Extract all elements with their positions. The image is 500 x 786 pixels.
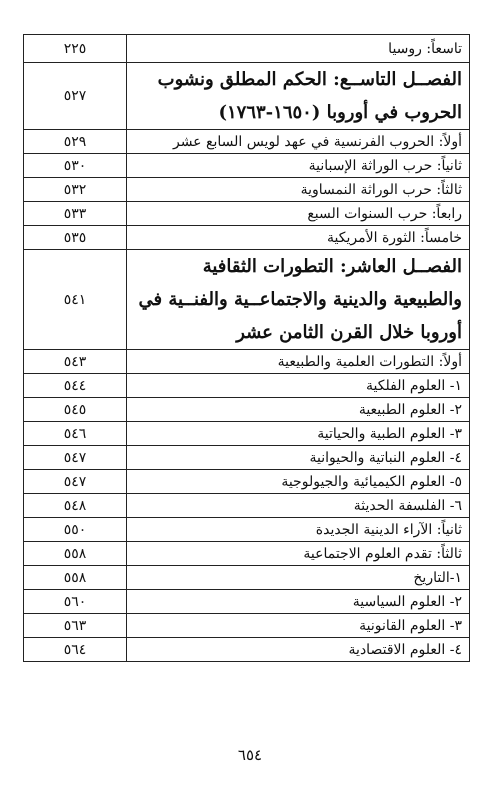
page-number: ٦٥٤ (237, 746, 263, 764)
toc-row (24, 542, 470, 566)
page-ref: ٥٢٩ (24, 130, 127, 154)
entry-title: ٣- العلوم القانونية (127, 614, 470, 638)
page-ref: ٢٢٥ (24, 35, 127, 63)
toc-row (24, 446, 470, 470)
page-ref: ٥٥٨ (24, 542, 127, 566)
toc-row (24, 202, 470, 226)
toc-row (24, 638, 470, 662)
entry-title: ٢- العلوم الطبيعية (127, 398, 470, 422)
page-ref: ٥٤٦ (24, 422, 127, 446)
entry-title: تاسعاً: روسيا (127, 35, 470, 63)
page-ref: ٥٤٣ (24, 350, 127, 374)
page-ref: ٥٤٧ (24, 470, 127, 494)
entry-title: خامساً: الثورة الأمريكية (127, 226, 470, 250)
toc-chapter-row (24, 63, 470, 130)
page-ref: ٥٤٤ (24, 374, 127, 398)
toc-row (24, 374, 470, 398)
page-ref: ٥٣٢ (24, 178, 127, 202)
toc-row (24, 178, 470, 202)
entry-title: رابعاً: حرب السنوات السبع (127, 202, 470, 226)
toc-row (24, 130, 470, 154)
entry-title: ٢- العلوم السياسية (127, 590, 470, 614)
entry-title: ٤- العلوم الاقتصادية (127, 638, 470, 662)
entry-title: ثانياً: حرب الوراثة الإسبانية (127, 154, 470, 178)
page-ref: ٥٣٠ (24, 154, 127, 178)
entry-title: ٥- العلوم الكيميائية والجيولوجية (127, 470, 470, 494)
toc-body (24, 35, 470, 662)
entry-title: ١-التاريخ (127, 566, 470, 590)
page-ref: ٥٤٨ (24, 494, 127, 518)
page-ref: ٥٦٣ (24, 614, 127, 638)
entry-title: ٤- العلوم النباتية والحيوانية (127, 446, 470, 470)
page-ref: ٥٣٣ (24, 202, 127, 226)
toc-chapter-row (24, 250, 470, 350)
entry-title: ثانياً: الآراء الدينية الجديدة (127, 518, 470, 542)
entry-title: أولاً: التطورات العلمية والطبيعية (127, 350, 470, 374)
page-ref: ٥٢٧ (24, 63, 127, 130)
entry-title: ثالثاً: حرب الوراثة النمساوية (127, 178, 470, 202)
entry-title: أولاً: الحروب الفرنسية في عهد لويس السابع عشر (127, 130, 470, 154)
toc-row (24, 566, 470, 590)
page-ref: ٥٥٠ (24, 518, 127, 542)
chapter-title: الفصــل التاســع: الحكم المطلق ونشوب الحروب في أوروبا (١٦٥٠-١٧٦٣) (127, 63, 470, 130)
toc-row (24, 422, 470, 446)
page-ref: ٥٦٤ (24, 638, 127, 662)
page-ref: ٥٤٥ (24, 398, 127, 422)
toc-row (24, 398, 470, 422)
page-ref: ٥٥٨ (24, 566, 127, 590)
entry-title: ثالثاً: تقدم العلوم الاجتماعية (127, 542, 470, 566)
entry-title: ٦- الفلسفة الحديثة (127, 494, 470, 518)
toc-row (24, 154, 470, 178)
toc-row (24, 226, 470, 250)
toc-row (24, 35, 470, 63)
toc-row (24, 470, 470, 494)
toc-row (24, 518, 470, 542)
toc-row (24, 614, 470, 638)
page-ref: ٥٦٠ (24, 590, 127, 614)
page-ref: ٥٤٧ (24, 446, 127, 470)
toc-row (24, 590, 470, 614)
toc-row (24, 350, 470, 374)
chapter-title: الفصــل العاشر: التطورات الثقافية والطبيعية والدينية والاجتماعــية والفنــية في أوروبا خلال القرن الثامن عشر (127, 250, 470, 350)
entry-title: ٣- العلوم الطبية والحياتية (127, 422, 470, 446)
table-of-contents (23, 34, 470, 662)
toc-row (24, 494, 470, 518)
page-ref: ٥٤١ (24, 250, 127, 350)
entry-title: ١- العلوم الفلكية (127, 374, 470, 398)
page-ref: ٥٣٥ (24, 226, 127, 250)
